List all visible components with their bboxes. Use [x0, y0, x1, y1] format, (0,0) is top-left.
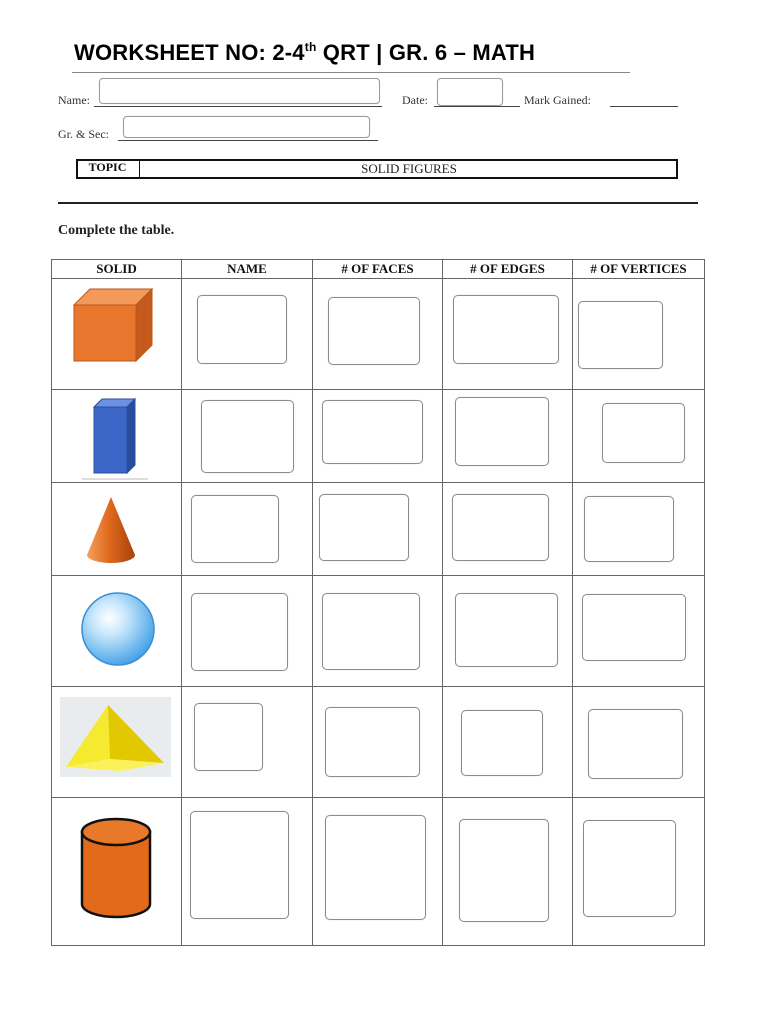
- topic-label: TOPIC: [76, 159, 140, 179]
- cone-icon: [84, 495, 138, 565]
- vertices-cell: [573, 390, 705, 483]
- edges-cell: [443, 798, 573, 946]
- cube-icon: [70, 287, 155, 363]
- table-row: [52, 687, 705, 798]
- answer-box[interactable]: [461, 710, 543, 776]
- title-superscript: th: [304, 40, 317, 54]
- edges-cell: [443, 390, 573, 483]
- answer-box[interactable]: [455, 397, 549, 466]
- vertices-cell: [573, 687, 705, 798]
- instruction-text: Complete the table.: [58, 223, 175, 238]
- faces-cell: [313, 390, 443, 483]
- answer-box[interactable]: [452, 494, 549, 561]
- table-row: [52, 576, 705, 687]
- solid-cell: [52, 798, 182, 946]
- solid-cell: [52, 687, 182, 798]
- answer-box[interactable]: [191, 495, 279, 563]
- name-cell: [182, 279, 313, 390]
- solids-table: [51, 259, 705, 946]
- header-name: NAME: [182, 260, 313, 279]
- table-header-row: [52, 260, 705, 279]
- name-cell: [182, 798, 313, 946]
- answer-box[interactable]: [584, 496, 674, 562]
- edges-cell: [443, 687, 573, 798]
- name-cell: [182, 687, 313, 798]
- title-underline: [72, 72, 630, 73]
- table-row: [52, 483, 705, 576]
- header-vertices: # OF VERTICES: [573, 260, 705, 279]
- faces-cell: [313, 483, 443, 576]
- answer-box[interactable]: [322, 400, 423, 464]
- answer-box[interactable]: [191, 593, 288, 671]
- answer-box[interactable]: [602, 403, 685, 463]
- vertices-cell: [573, 798, 705, 946]
- header-solid: SOLID: [52, 260, 182, 279]
- grade-section-underline: [118, 140, 378, 141]
- name-cell: [182, 483, 313, 576]
- topic-value: SOLID FIGURES: [361, 161, 457, 176]
- answer-box[interactable]: [197, 295, 287, 364]
- edges-cell: [443, 483, 573, 576]
- answer-box[interactable]: [453, 295, 559, 364]
- answer-box[interactable]: [328, 297, 420, 365]
- answer-box[interactable]: [578, 301, 663, 369]
- answer-box[interactable]: [325, 707, 420, 777]
- grade-section-label: Gr. & Sec:: [58, 127, 109, 141]
- date-underline: [434, 106, 520, 107]
- table-row: [52, 798, 705, 946]
- pyramid-icon: [60, 697, 171, 777]
- edges-cell: [443, 279, 573, 390]
- faces-cell: [313, 279, 443, 390]
- solid-cell: [52, 279, 182, 390]
- answer-box[interactable]: [190, 811, 289, 919]
- title-main: WORKSHEET NO: 2-4: [74, 40, 305, 65]
- section-divider: [58, 202, 698, 204]
- name-cell: [182, 576, 313, 687]
- faces-cell: [313, 576, 443, 687]
- sphere-icon: [79, 591, 157, 667]
- mark-gained-label: Mark Gained:: [524, 93, 591, 107]
- solid-cell: [52, 483, 182, 576]
- vertices-cell: [573, 576, 705, 687]
- date-input[interactable]: [437, 78, 503, 106]
- worksheet-title: [74, 40, 535, 66]
- name-label: Name:: [58, 93, 90, 107]
- answer-box[interactable]: [325, 815, 426, 920]
- answer-box[interactable]: [582, 594, 686, 661]
- grade-section-input[interactable]: [123, 116, 370, 138]
- table-row: [52, 390, 705, 483]
- header-edges: # OF EDGES: [443, 260, 573, 279]
- name-input[interactable]: [99, 78, 380, 104]
- answer-box[interactable]: [322, 593, 420, 670]
- date-label: Date:: [402, 93, 428, 107]
- rectangular-prism-icon: [80, 395, 150, 480]
- solid-cell: [52, 390, 182, 483]
- title-rest: QRT | GR. 6 – MATH: [316, 40, 536, 65]
- answer-box[interactable]: [455, 593, 558, 667]
- answer-box[interactable]: [583, 820, 676, 917]
- answer-box[interactable]: [588, 709, 683, 779]
- mark-gained-underline: [610, 106, 678, 107]
- cylinder-icon: [79, 816, 153, 920]
- answer-box[interactable]: [459, 819, 549, 922]
- header-faces: # OF FACES: [313, 260, 443, 279]
- vertices-cell: [573, 279, 705, 390]
- solid-cell: [52, 576, 182, 687]
- answer-box[interactable]: [194, 703, 263, 771]
- edges-cell: [443, 576, 573, 687]
- answer-box[interactable]: [201, 400, 294, 473]
- table-row: [52, 279, 705, 390]
- name-cell: [182, 390, 313, 483]
- vertices-cell: [573, 483, 705, 576]
- answer-box[interactable]: [319, 494, 409, 561]
- faces-cell: [313, 687, 443, 798]
- faces-cell: [313, 798, 443, 946]
- name-underline: [94, 106, 382, 107]
